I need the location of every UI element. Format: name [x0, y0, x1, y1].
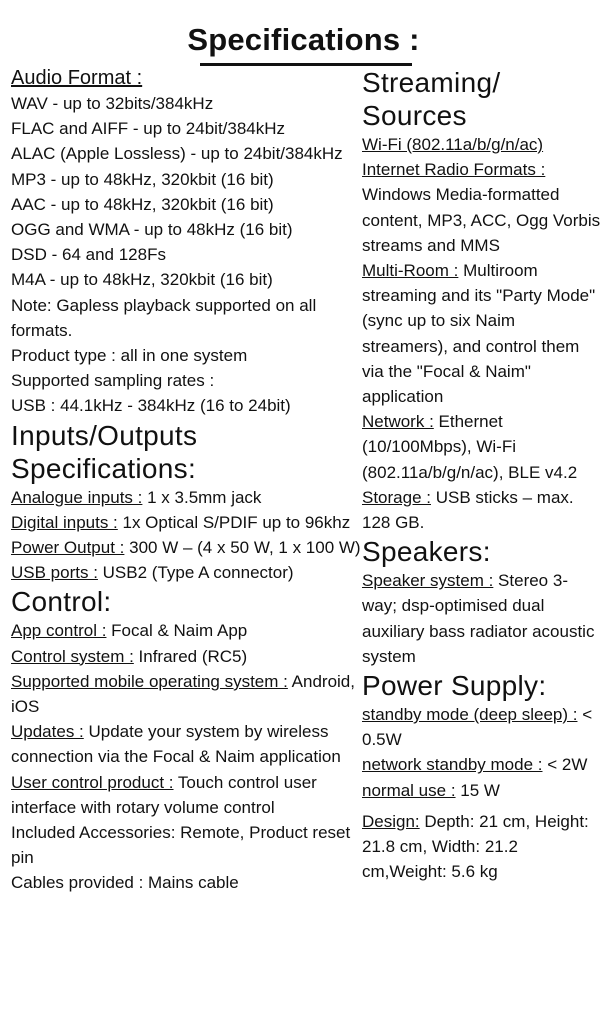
streaming-spec-item-value: USB sticks – max. 128 GB.: [362, 487, 574, 533]
page-title: Specifications :: [187, 22, 420, 57]
power-spec-item-label: network standby mode :: [362, 755, 543, 775]
control-spec-item-label: User control product :: [11, 772, 174, 792]
streaming-spec-item-label: Multi-Room :: [362, 261, 459, 281]
power-spec-item: [362, 702, 602, 752]
audio-format-line: FLAC and AIFF - up to 24bit/384kHz: [11, 119, 286, 139]
accessory-line: Included Accessories: Remote, Product reset pin: [11, 823, 351, 868]
inputs-outputs-heading: Inputs/Outputs: [11, 419, 198, 451]
io-spec-item-label: Power Output :: [11, 538, 125, 558]
audio-format-list: [11, 91, 363, 419]
streaming-spec-list: [362, 157, 602, 535]
control-spec-item-label: App control :: [11, 621, 107, 641]
audio-format-line: AAC - up to 48kHz, 320kbit (16 bit): [11, 194, 274, 214]
control-spec-item-value: Focal & Naim App: [106, 621, 248, 641]
power-spec-item: [362, 778, 602, 803]
io-spec-item: [11, 510, 363, 535]
io-spec-item-value: 1x Optical S/PDIF up to 96khz: [117, 512, 351, 532]
audio-format-line: WAV - up to 32bits/384kHz: [11, 94, 214, 113]
design-spec: [362, 809, 602, 885]
streaming-spec-item-value: Multiroom streaming and its "Party Mode" (sync up to six Naim streamers), and control them via the "Focal & Naim" application: [362, 261, 596, 407]
control-spec-item-value: Touch control user interface with rotary volume control: [11, 772, 317, 817]
control-spec-item: [11, 770, 363, 820]
control-spec-list: [11, 618, 363, 820]
streaming-spec-item-value: Ethernet (10/100Mbps), Wi-Fi (802.11a/b/g/n/ac), BLE v4.2: [362, 412, 578, 482]
control-spec-item: [11, 669, 363, 719]
audio-format-line: Note: Gapless playback supported on all formats.: [11, 295, 317, 340]
control-spec-item-value: Infrared (RC5): [133, 646, 248, 666]
design-spec-item: [362, 809, 602, 885]
control-heading: Control:: [11, 586, 112, 618]
streaming-spec-item-label: Network :: [362, 412, 434, 432]
audio-format-line: Supported sampling rates :: [11, 371, 215, 391]
io-spec-list: [11, 485, 363, 586]
design-spec-item-label: Design:: [362, 811, 420, 831]
streaming-spec-item: [362, 157, 602, 258]
streaming-spec-item: [362, 258, 602, 409]
io-spec-item: [11, 535, 363, 560]
io-spec-item-label: Digital inputs :: [11, 512, 118, 532]
control-spec-item: [11, 618, 363, 643]
power-spec-item: [362, 752, 602, 777]
control-spec-item-label: Control system :: [11, 646, 134, 666]
speakers-heading: Speakers:: [362, 536, 491, 568]
speaker-spec-item: [362, 568, 602, 669]
io-spec-item-label: USB ports :: [11, 563, 98, 583]
io-spec-item-label: Analogue inputs :: [11, 487, 143, 507]
right-column: [362, 66, 602, 884]
streaming-spec-item: [362, 409, 602, 485]
streaming-heading: Streaming/: [362, 67, 501, 98]
io-spec-item-value: USB2 (Type A connector): [97, 563, 294, 583]
audio-format-heading: Audio Format :: [11, 67, 143, 89]
control-spec-item-label: Supported mobile operating system :: [11, 671, 288, 691]
audio-format-line: Product type : all in one system: [11, 346, 248, 366]
accessory-line: Cables provided : Mains cable: [11, 873, 239, 893]
audio-format-line: USB : 44.1kHz - 384kHz (16 to 24bit): [11, 396, 291, 416]
control-spec-item: [11, 644, 363, 669]
power-spec-item-value: < 2W: [542, 755, 588, 775]
io-spec-item-value: 300 W – (4 x 50 W, 1 x 100 W): [124, 538, 361, 558]
speakers-spec-list: [362, 568, 602, 669]
streaming-spec-item-value: Windows Media-formatted content, MP3, ACC, Ogg Vorbis streams and MMS: [362, 185, 601, 255]
io-specifications-heading: Specifications:: [11, 452, 197, 484]
wifi-spec: Wi-Fi (802.11a/b/g/n/ac): [362, 135, 544, 154]
streaming-spec-item-label: Internet Radio Formats :: [362, 160, 546, 180]
power-spec-list: [362, 702, 602, 803]
power-spec-item-label: standby mode (deep sleep) :: [362, 705, 578, 725]
power-spec-item-value: < 0.5W: [362, 705, 593, 750]
power-supply-heading: Power Supply:: [362, 670, 547, 702]
left-column: [11, 66, 363, 896]
control-spec-item: [11, 719, 363, 769]
speaker-spec-item-label: Speaker system :: [362, 571, 494, 591]
power-spec-item-label: normal use :: [362, 780, 456, 800]
streaming-spec-item: [362, 485, 602, 535]
control-spec-item-value: Update your system by wireless connection via the Focal & Naim application: [11, 722, 341, 767]
power-spec-item-value: 15 W: [455, 780, 500, 800]
control-spec-item-value: Android, iOS: [11, 671, 355, 717]
io-spec-item-value: 1 x 3.5mm jack: [142, 487, 262, 507]
control-spec-item-label: Updates :: [11, 722, 84, 742]
io-spec-item: [11, 560, 363, 585]
audio-format-line: DSD - 64 and 128Fs: [11, 245, 166, 265]
io-spec-item: [11, 485, 363, 510]
accessories-list: [11, 820, 363, 896]
sources-heading: Sources: [362, 100, 467, 131]
audio-format-line: OGG and WMA - up to 48kHz (16 bit): [11, 220, 293, 240]
audio-format-line: MP3 - up to 48kHz, 320kbit (16 bit): [11, 169, 274, 189]
audio-format-line: ALAC (Apple Lossless) - up to 24bit/384kHz: [11, 144, 343, 164]
design-spec-item-value: Depth: 21 cm, Height: 21.8 cm, Width: 21.2 cm,Weight: 5.6 kg: [362, 811, 589, 882]
audio-format-line: M4A - up to 48kHz, 320kbit (16 bit): [11, 270, 273, 290]
speaker-spec-item-value: Stereo 3-way; dsp-optimised dual auxiliary bass radiator acoustic system: [362, 571, 595, 666]
streaming-spec-item-label: Storage :: [362, 487, 431, 507]
